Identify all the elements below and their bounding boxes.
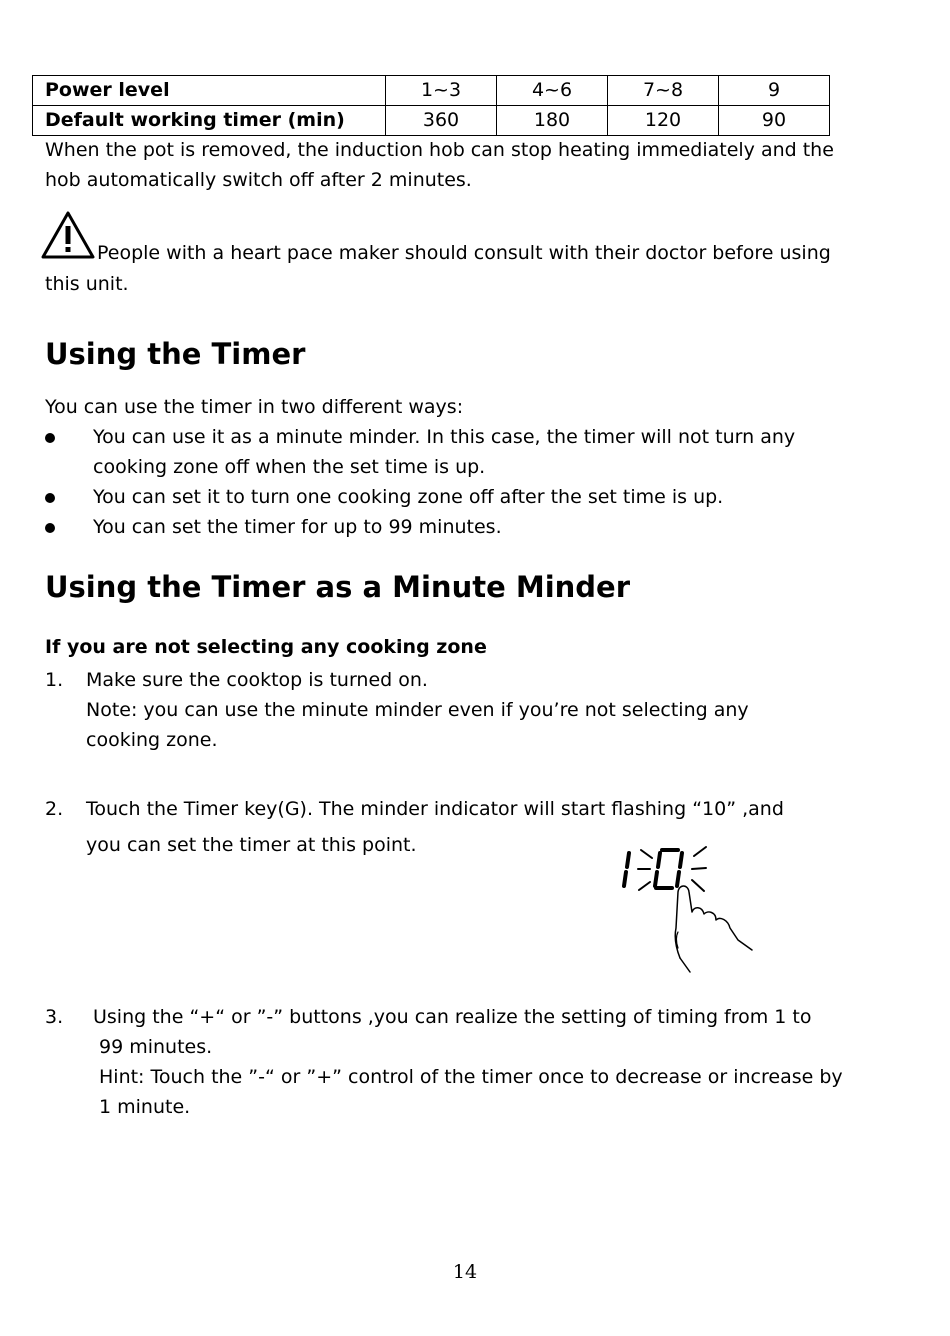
table-cell: 9 [719,76,830,106]
step-text: Make sure the cooktop is turned on. [86,669,428,691]
section-title-using-timer: Using the Timer [45,337,306,371]
step-text: cooking zone. [86,729,218,751]
table-cell: 180 [497,106,608,136]
warning-line1: People with a heart pace maker should consult with their doctor before using [97,242,831,264]
step-number: 2. [45,798,64,820]
section1-intro: You can use the timer in two different ways: [45,396,464,418]
section2-subtitle: If you are not selecting any cooking zone [45,636,487,658]
section-title-minute-minder: Using the Timer as a Minute Minder [45,570,631,604]
step-text: you can set the timer at this point. [86,834,417,856]
table-cell: 1~3 [386,76,497,106]
warning-triangle-icon [40,210,96,260]
table-row [33,106,830,136]
page-number: 14 [452,1261,478,1283]
warning-line2: this unit. [45,273,129,295]
step-text: 1 minute. [99,1096,191,1118]
table-cell: 90 [719,106,830,136]
power-level-table [32,75,830,136]
step-number: 3. [45,1006,64,1028]
bullet-text: You can use it as a minute minder. In this case, the timer will not turn any [93,426,796,448]
bullet-icon [45,433,55,443]
table-row-header: Power level [33,76,386,106]
bullet-icon [45,523,55,533]
table-cell: 120 [608,106,719,136]
table-row [33,76,830,106]
bullet-text: cooking zone off when the set time is up. [93,456,486,478]
step-text: Note: you can use the minute minder even if you’re not selecting any [86,699,749,721]
step-text: Touch the Timer key(G). The minder indicator will start flashing “10” ,and [86,798,784,820]
pot-removed-line1: When the pot is removed, the induction hob can stop heating immediately and the [45,139,834,161]
table-cell: 360 [386,106,497,136]
step-text: Hint: Touch the ”-“ or ”+” control of the timer once to decrease or increase by [99,1066,843,1088]
bullet-text: You can set it to turn one cooking zone off after the set time is up. [93,486,724,508]
table-cell: 4~6 [497,76,608,106]
step-number: 1. [45,669,64,691]
table-cell: 7~8 [608,76,719,106]
pot-removed-line2: hob automatically switch off after 2 minutes. [45,169,472,191]
step-text: Using the “+“ or ”-” buttons ,you can realize the setting of timing from 1 to [93,1006,812,1028]
step-text: 99 minutes. [99,1036,213,1058]
flashing-timer-display-with-finger-icon [612,840,762,980]
table-row-header: Default working timer (min) [33,106,386,136]
bullet-icon [45,493,55,503]
bullet-text: You can set the timer for up to 99 minutes. [93,516,502,538]
